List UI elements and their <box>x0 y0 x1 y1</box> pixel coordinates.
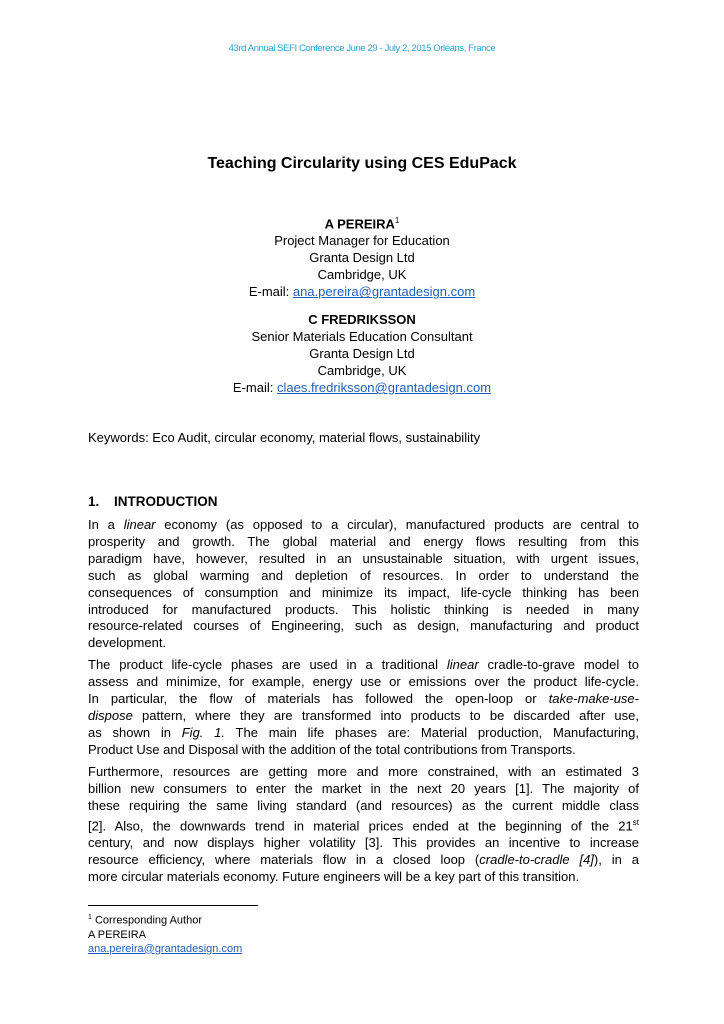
author-block-2 <box>0 311 724 396</box>
author-city: Cambridge, UK <box>317 267 407 283</box>
author-email-link[interactable]: ana.pereira@grantadesign.com <box>292 284 476 300</box>
email-label: E-mail: <box>232 380 277 395</box>
text-line: such as global warming and depletion of resources. In order to understand the <box>88 567 639 583</box>
text-line: billion new consumers to enter the market in the next 20 years [1]. The majority of <box>88 780 639 796</box>
footnote-email-link[interactable]: ana.pereira@grantadesign.com <box>88 942 243 955</box>
text-line: consequences of consumption and minimize its impact, life-cycle thinking has been <box>88 584 639 600</box>
footnote-mark: 1 <box>88 914 92 921</box>
text-line: as shown in Fig. 1. The main life phases are: Material production, Manufacturing, <box>88 724 639 740</box>
text-line: The product life-cycle phases are used in a traditional linear cradle-to-grave model to <box>88 657 639 672</box>
text-line: more circular materials economy. Future engineers will be a key part of this transition. <box>88 868 580 884</box>
section-heading <box>88 494 218 509</box>
section-title: INTRODUCTION <box>114 494 218 509</box>
paragraph-1 <box>88 517 639 652</box>
footnote-mark: 1 <box>394 216 400 225</box>
text-line: these requiring the same living standard (and resources) as the current middle class <box>88 797 639 813</box>
text-line: dispose pattern, where they are transformed into products to be discarded after use, <box>88 707 639 723</box>
paragraph-3 <box>88 764 639 886</box>
author-city: Cambridge, UK <box>317 363 407 378</box>
section-number: 1. <box>88 494 100 509</box>
text-line: Furthermore, resources are getting more and more constrained, with an estimated 3 <box>88 764 639 779</box>
footnote-name: A PEREIRA <box>88 928 147 941</box>
text-line: prosperity and growth. The global material and energy flows resulting from this <box>88 533 639 549</box>
text-line: Product Use and Disposal with the addition of the total contributions from Transports. <box>88 741 576 757</box>
author-role: Project Manager for Education <box>274 233 450 249</box>
author-org: Granta Design Ltd <box>309 250 415 266</box>
author-email-link[interactable]: claes.fredriksson@grantadesign.com <box>276 380 492 395</box>
author-org: Granta Design Ltd <box>309 346 415 361</box>
text-line: development. <box>88 635 167 651</box>
text-line: assess and minimize, for example, energy use or emissions over the product life-cycle. <box>88 673 639 689</box>
author-role: Senior Materials Education Consultant <box>251 329 473 344</box>
text-line: century, and now displays higher volatility [3]. This provides an incentive to increase <box>88 834 639 850</box>
footnote <box>88 911 242 956</box>
paper-title: Teaching Circularity using CES EduPack <box>207 155 517 172</box>
text-line: introduced for manufactured products. This holistic thinking is needed in many <box>88 601 639 617</box>
email-label: E-mail: <box>248 284 293 300</box>
author-block-1 <box>0 212 724 300</box>
text-line: In particular, the flow of materials has followed the open-loop or take-make-use- <box>88 690 639 706</box>
text-line: In a linear economy (as opposed to a circular), manufactured products are central to <box>88 517 640 532</box>
footnote-label: Corresponding Author <box>94 914 202 927</box>
text-line: [2]. Also, the downwards trend in material prices ended at the beginning of the 21st <box>88 817 639 834</box>
keywords: Keywords: Eco Audit, circular economy, material flows, sustainability <box>88 430 481 445</box>
text-line: resource efficiency, where materials flow in a closed loop (cradle-to-cradle [4]), in a <box>88 851 639 867</box>
footnote-divider <box>88 905 258 906</box>
conference-header: 43rd Annual SEFI Conference June 29 - July 2, 2015 Orléans, France <box>228 43 496 54</box>
text-line: paradigm have, however, resulted in an unsustainable situation, with urgent issues, <box>88 550 639 566</box>
text-line: resource-related courses of Engineering, such as design, manufacturing and product <box>88 618 639 634</box>
author-name: A PEREIRA <box>324 216 395 232</box>
paragraph-2 <box>88 657 639 758</box>
author-name: C FREDRIKSSON <box>308 312 416 327</box>
